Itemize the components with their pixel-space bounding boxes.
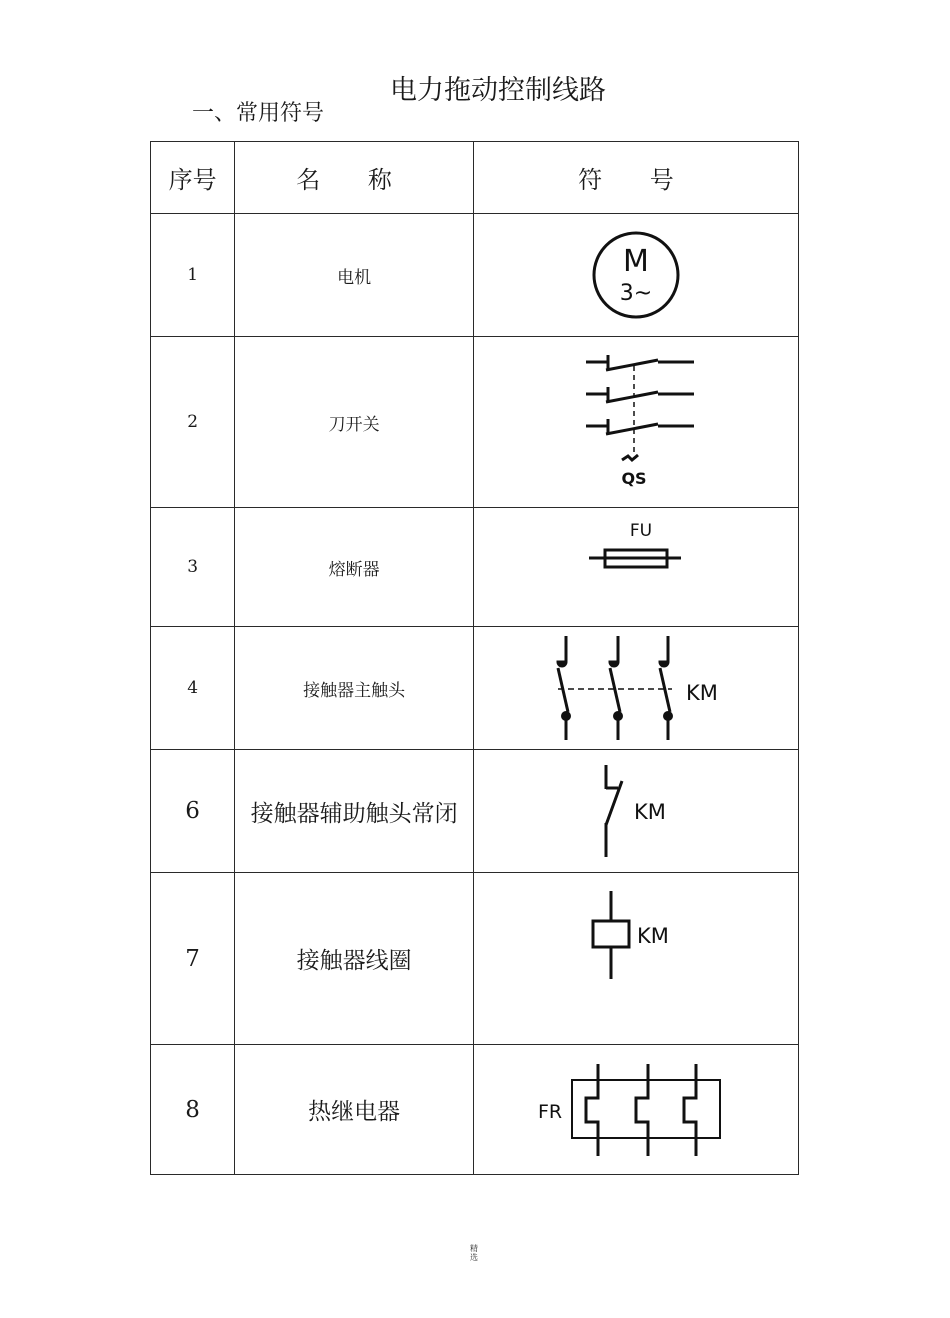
fuse-tag: FU (629, 521, 653, 541)
row-symbol (473, 337, 798, 508)
contactor-main-tag: KM (685, 681, 718, 705)
row-number: 7 (151, 873, 235, 1045)
row-symbol (473, 508, 798, 627)
table-row (151, 627, 799, 750)
row-name: 热继电器 (235, 1045, 474, 1175)
header-number: 序号 (151, 142, 235, 214)
row-name: 接触器主触头 (235, 627, 474, 750)
thermal-relay-tag: FR (537, 1100, 563, 1123)
motor-label-bottom: 3~ (619, 281, 653, 306)
motor-3phase-icon (581, 225, 691, 325)
header-name: 名 称 (235, 142, 474, 214)
contactor-aux-nc-contact-icon (576, 761, 696, 861)
table-row (151, 214, 799, 337)
row-name: 接触器辅助触头常闭 (235, 750, 474, 873)
thermal-relay-icon (536, 1060, 736, 1160)
document-title: 电力拖动控制线路 (390, 75, 606, 106)
table-row (151, 1045, 799, 1175)
row-symbol (473, 1045, 798, 1175)
aux-contact-tag: KM (633, 800, 666, 824)
row-symbol (473, 750, 798, 873)
row-name: 熔断器 (235, 508, 474, 627)
row-number: 4 (151, 627, 235, 750)
footer-mark: 精选 (470, 1244, 478, 1262)
contactor-main-contacts-icon (536, 632, 736, 744)
knife-switch-tag: QS (621, 469, 647, 488)
row-number: 6 (151, 750, 235, 873)
row-number: 1 (151, 214, 235, 337)
row-symbol (473, 627, 798, 750)
fuse-icon (581, 516, 691, 586)
row-name: 接触器线圈 (235, 873, 474, 1045)
coil-tag: KM (636, 924, 669, 948)
table-row (151, 508, 799, 627)
table-row (151, 873, 799, 1045)
symbol-table (150, 141, 799, 1175)
row-name: 刀开关 (235, 337, 474, 508)
header-symbol: 符 号 (473, 142, 798, 214)
table-row (151, 750, 799, 873)
row-number: 8 (151, 1045, 235, 1175)
knife-switch-icon (576, 352, 696, 492)
contactor-coil-icon (581, 887, 691, 987)
row-number: 2 (151, 337, 235, 508)
row-symbol (473, 873, 798, 1045)
row-name: 电机 (235, 214, 474, 337)
table-row (151, 337, 799, 508)
table-header-row (151, 142, 799, 214)
section-heading: 一、常用符号 (192, 101, 325, 126)
motor-label-top: M (623, 244, 649, 279)
row-number: 3 (151, 508, 235, 627)
row-symbol (473, 214, 798, 337)
